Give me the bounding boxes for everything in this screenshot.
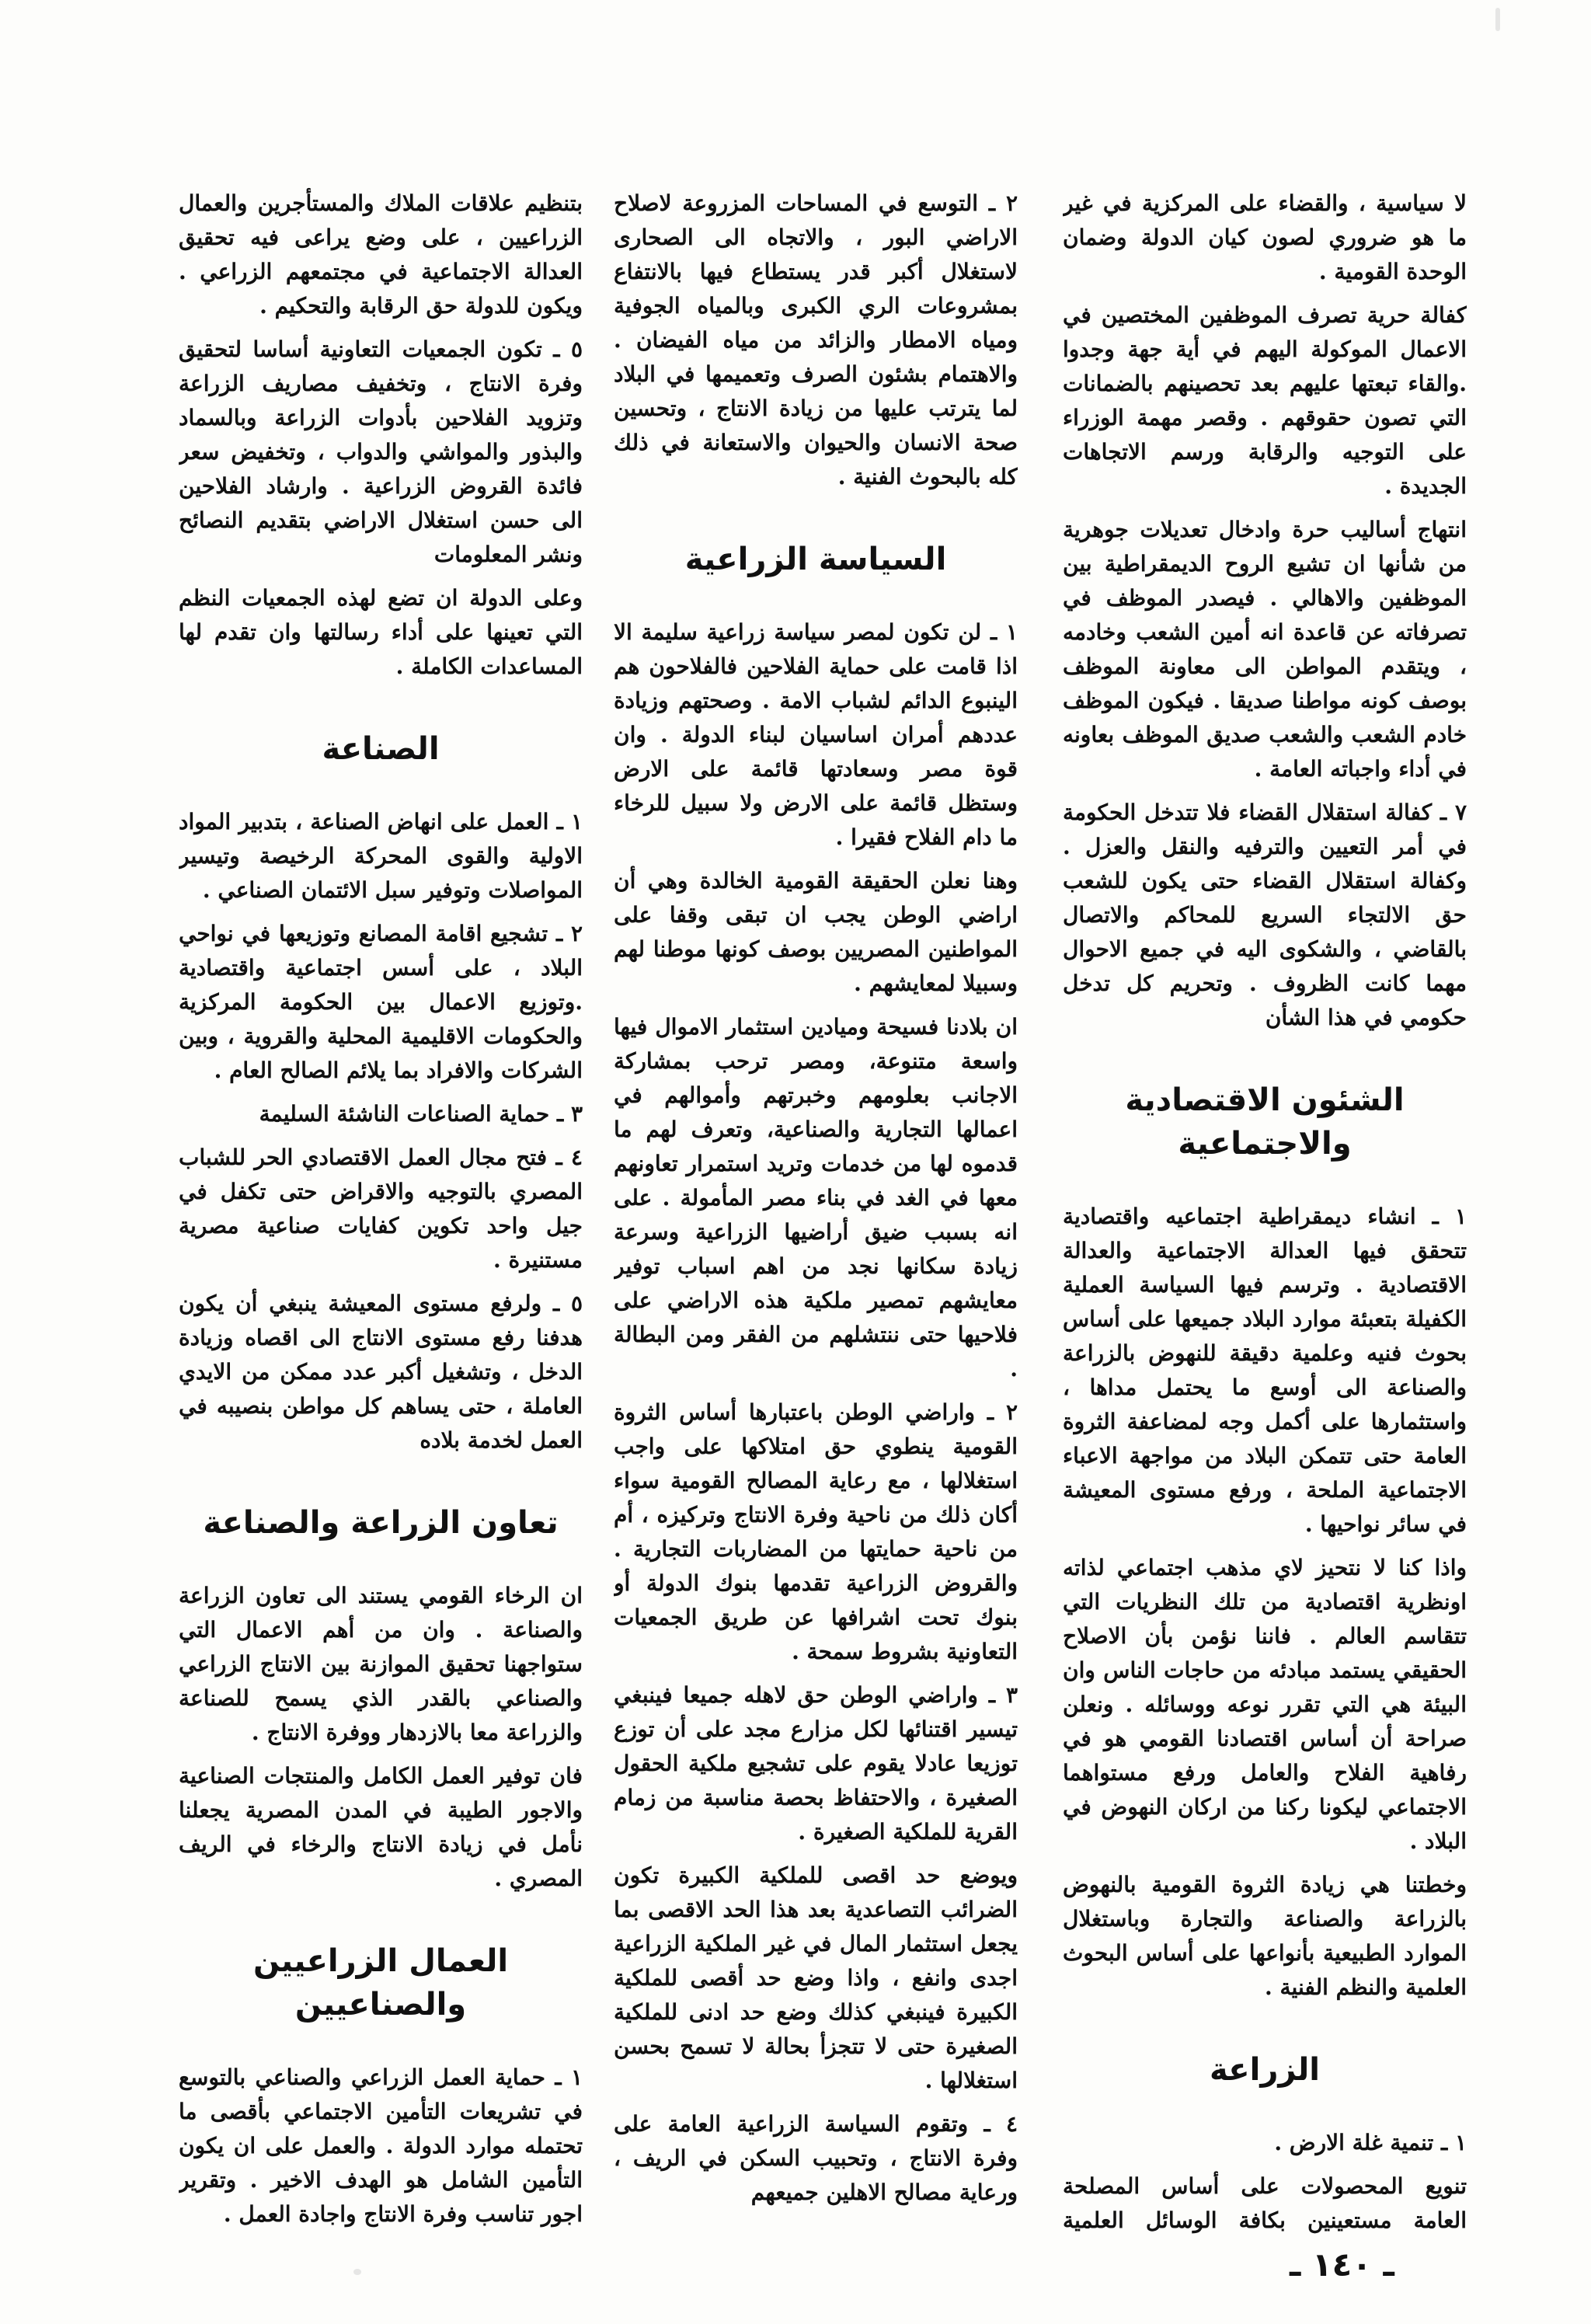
paragraph: فان توفير العمل الكامل والمنتجات الصناعية والاجور الطيبة في المدن المصرية يجعلنا نأمل في زيادة الانتاج والرخاء في الريف المصري . [179, 1763, 583, 1891]
paragraph: ٥ ـ ولرفع مستوى المعيشة ينبغي أن يكون هدفنا رفع مستوى الانتاج الى اقصاه وزيادة الدخل ، وتشغيل أكبر عدد ممكن من الايدي العاملة ، حتى يساهم كل مواطن بنصيبه في العمل لخدمة بلاده [179, 1291, 583, 1453]
paragraph: انتهاج أساليب حرة وادخال تعديلات جوهرية من شأنها ان تشيع الروح الديمقراطية بين الموظفين والاهالي . فيصدر الموظف في تصرفاته عن قاعدة انه أمين الشعب وخادمه ، ويتقدم المواطن الى معاونة الموظف بوصف كونه مواطنا صديقا . فيكون الموظف خادم الشعب والشعب صديق الموظف بعاونه في أداء واجباته العامة . [1063, 517, 1467, 782]
ink-spot [353, 2269, 361, 2275]
section-heading: العمال الزراعيين والصناعيين [252, 1943, 509, 2023]
column-right [1063, 186, 1467, 2238]
paragraph: لا سياسية ، والقضاء على المركزية في غير ما هو ضروري لصون كيان الدولة وضمان الوحدة القومية . [1063, 190, 1467, 284]
section-heading: الصناعة [322, 731, 440, 767]
paragraph: بتنظيم علاقات الملاك والمستأجرين والعمال الزراعيين ، على وضع يراعى فيه تحقيق العدالة الاجتماعية في مجتمعهم الزراعي . ويكون للدولة حق الرقابة والتحكيم . [179, 190, 583, 319]
section-heading: السياسة الزراعية [684, 542, 947, 577]
page-number: ـ ١٤٠ ـ [1290, 2246, 1394, 2284]
column-left [179, 186, 583, 2238]
paragraph: ٧ ـ كفالة استقلال القضاء فلا تتدخل الحكومة في أمر التعيين والترفيه والنقل والعزل . وكفالة استقلال القضاء حتى يكون للشعب حق الالتجاء السريع للمحاكم والاتصال بالقاضي ، والشكوى اليه في جميع الاحوال مهما كانت الظروف . وتحريم كل تدخل حكومي في هذا الشأن [1063, 800, 1467, 1030]
paragraph: ١ ـ لن تكون لمصر سياسة زراعية سليمة الا اذا قامت على حماية الفلاحين فالفلاحون هم الينبوع الدائم لشباب الامة . وصحتهم وزيادة عددهم أمران اساسيان لبناء الدولة . وان قوة مصر وسعادتها قائمة على الارض وستظل قائمة على الارض ولا سبيل للرخاء ما دام الفلاح فقيرا . [614, 619, 1018, 850]
paragraph: ٣ ـ واراضي الوطن حق لاهله جميعا فينبغي تيسير اقتنائها لكل مزارع مجد على أن توزع توزيعا عادلا يقوم على تشجيع ملكية الحقول الصغيرة ، والاحتفاظ بحصة مناسبة من زمام القرية للملكية الصغيرة . [614, 1682, 1018, 1845]
paragraph: ١ ـ حماية العمل الزراعي والصناعي بالتوسع في تشريعات التأمين الاجتماعي بأقصى ما تحتمله موارد الدولة . والعمل على ان يكون التأمين الشامل هو الهدف الاخير . وتقرير اجور تناسب وفرة الانتاج واجادة العمل . [179, 2064, 583, 2227]
paragraph: ١ ـ انشاء ديمقراطية اجتماعيه واقتصادية تتحقق فيها العدالة الاجتماعية والعدالة الاقتصادية . وترسم فيها السياسة العملية الكفيلة بتعبئة موارد البلاد جميعها على أساس بحوث فنيه وعلمية دقيقة للنهوض بالزراعة والصناعة الى أوسع ما يحتمل مداها ، واستثمارها على أكمل وجه لمضاعفة الثروة العامة حتى تتمكن البلاد من مواجهة الاعباء الاجتماعية الملحة ، ورفع مستوى المعيشة في سائر نواحيها . [1063, 1204, 1467, 1537]
paragraph: تنويع المحصولات على أساس المصلحة العامة مستعينين بكافة الوسائل العلمية [1063, 2173, 1467, 2233]
paragraph: وهنا نعلن الحقيقة القومية الخالدة وهي أن اراضي الوطن يجب ان تبقى وقفا على المواطنين المصريين بوصف كونها موطنا لهم وسبيلا لمعايشهم . [614, 868, 1018, 996]
section-heading: الزراعة [1210, 2052, 1320, 2088]
paragraph: ٢ ـ التوسع في المساحات المزروعة لاصلاح الاراضي البور ، والاتجاه الى الصحارى لاستغلال أكبر قدر يستطاع فيها بالانتفاع بمشروعات الري الكبرى وبالمياه الجوفية ومياه الامطار والزائد من مياه الفيضان . والاهتمام بشئون الصرف وتعميمها في البلاد لما يترتب عليها من زيادة الانتاج ، وتحسين صحة الانسان والحيوان والاستعانة في ذلك كله بالبحوث الفنية . [614, 190, 1018, 490]
paragraph: ٤ ـ وتقوم السياسة الزراعية العامة على وفرة الانتاج ، وتحبيب السكن في الريف ، ورعاية مصالح الاهلين جميعهم [614, 2111, 1018, 2205]
paragraph: ١ ـ تنمية غلة الارض . [1274, 2130, 1467, 2155]
paragraph: واذا كنا لا نتحيز لاي مذهب اجتماعي لذاته اونظرية اقتصادية من تلك النظريات التي تتقاسم العالم . فاننا نؤمن بأن الاصلاح الحقيقي يستمد مبادئه من حاجات الناس وان البيئة هي التي تقرر نوعه ووسائله . ونعلن صراحة أن أساس اقتصادنا القومي هو في رفاهية الفلاح والعامل ورفع مستواهما الاجتماعي ليكونا ركنا من اركان النهوض في البلاد . [1063, 1555, 1467, 1854]
paragraph: ٤ ـ فتح مجال العمل الاقتصادي الحر للشباب المصري بالتوجيه والاقراض حتى تكفل في جيل واحد تكوين كفايات صناعية مصرية مستنيرة . [179, 1145, 583, 1273]
paragraph: كفالة حرية تصرف الموظفين المختصين في الاعمال الموكولة اليهم في أية جهة وجدوا .والقاء تبعتها عليهم بعد تحصينهم بالضمانات التي تصون حقوقهم . وقصر مهمة الوزراء على التوجيه والرقابة ورسم الاتجاهات الجديدة . [1063, 302, 1467, 499]
paragraph: ان الرخاء القومي يستند الى تعاون الزراعة والصناعة . وان من أهم الاعمال التي ستواجهنا تحقيق الموازنة بين الانتاج الزراعي والصناعي بالقدر الذي يسمح للصناعة والزراعة معا بالازدهار ووفرة الانتاج . [179, 1583, 583, 1745]
paragraph: وخطتنا هي زيادة الثروة القومية بالنهوض بالزراعة والصناعة والتجارة وباستغلال الموارد الطبيعية بأنواعها على أساس البحوث العلمية والنظم الفنية . [1063, 1872, 1467, 2000]
column-middle [614, 186, 1018, 2238]
section-heading: تعاون الزراعة والصناعة [203, 1505, 559, 1541]
paragraph: ٢ ـ تشجيع اقامة المصانع وتوزيعها في نواحي البلاد ، على أسس اجتماعية واقتصادية .وتوزيع الاعمال بين الحكومة المركزية والحكومات الاقليمية المحلية والقروية ، وبين الشركات والافراد بما يلائم الصالح العام . [179, 921, 583, 1083]
paragraph: ويوضع حد اقصى للملكية الكبيرة تكون الضرائب التصاعدية بعد هذا الحد الاقصى بما يجعل استثمار المال في غير الملكية الزراعية اجدى وانفع ، واذا وضع حد أقصى للملكية الكبيرة فينبغي كذلك وضع حد ادنى للملكية الصغيرة حتى لا تتجزأ بحالة لا تسمح بحسن استغلالها . [614, 1862, 1018, 2093]
ink-spot [1495, 8, 1500, 31]
section-heading: الشئون الاقتصادية والاجتماعية [1125, 1082, 1405, 1162]
paragraph: ٢ ـ واراضي الوطن باعتبارها أساس الثروة القومية ينطوي حق امتلاكها على واجب استغلالها ، مع رعاية المصالح القومية سواء أكان ذلك من ناحية وفرة الانتاج وتركيزه ، أم من ناحية حمايتها من المضاربات التجارية . والقروض الزراعية تقدمها بنوك الدولة أو بنوك تحت اشرافها عن طريق الجمعيات التعاونية بشروط سمحة . [614, 1399, 1018, 1664]
paragraph: ان بلادنا فسيحة وميادين استثمار الاموال فيها واسعة متنوعة، ومصر ترحب بمشاركة الاجانب بعلومهم وخبرتهم وأموالهم في اعمالها التجارية والصناعية، وتعرف لهم ما قدموه لها من خدمات وتريد استمرار تعاونهم معها في الغد في بناء مصر المأمولة . على انه بسبب ضيق أراضيها الزراعية وسرعة زيادة سكانها نجد من اهم اسباب توفير معايشهم تمصير ملكية هذه الاراضي على فلاحيها حتى ننتشلهم من الفقر ومن البطالة . [614, 1014, 1018, 1382]
paragraph: ٣ ـ حماية الصناعات الناشئة السليمة [259, 1101, 583, 1127]
paragraph: ٥ ـ تكون الجمعيات التعاونية أساسا لتحقيق وفرة الانتاج ، وتخفيف مصاريف الزراعة وتزويد الفلاحين بأدوات الزراعة وبالسماد والبذور والمواشي والدواب ، وتخفيض سعر فائدة القروض الزراعية . وارشاد الفلاحين الى حسن استغلال الاراضي بتقديم النصائح ونشر المعلومات [179, 336, 583, 567]
paragraph: وعلى الدولة ان تضع لهذه الجمعيات النظم التي تعينها على أداء رسالتها وان تقدم لها المساعدات الكاملة . [179, 585, 583, 679]
paragraph: ١ ـ العمل على انهاض الصناعة ، بتدبير المواد الاولية والقوى المحركة الرخيصة وتيسير المواصلات وتوفير سبل الائتمان الصناعي . [179, 809, 583, 903]
